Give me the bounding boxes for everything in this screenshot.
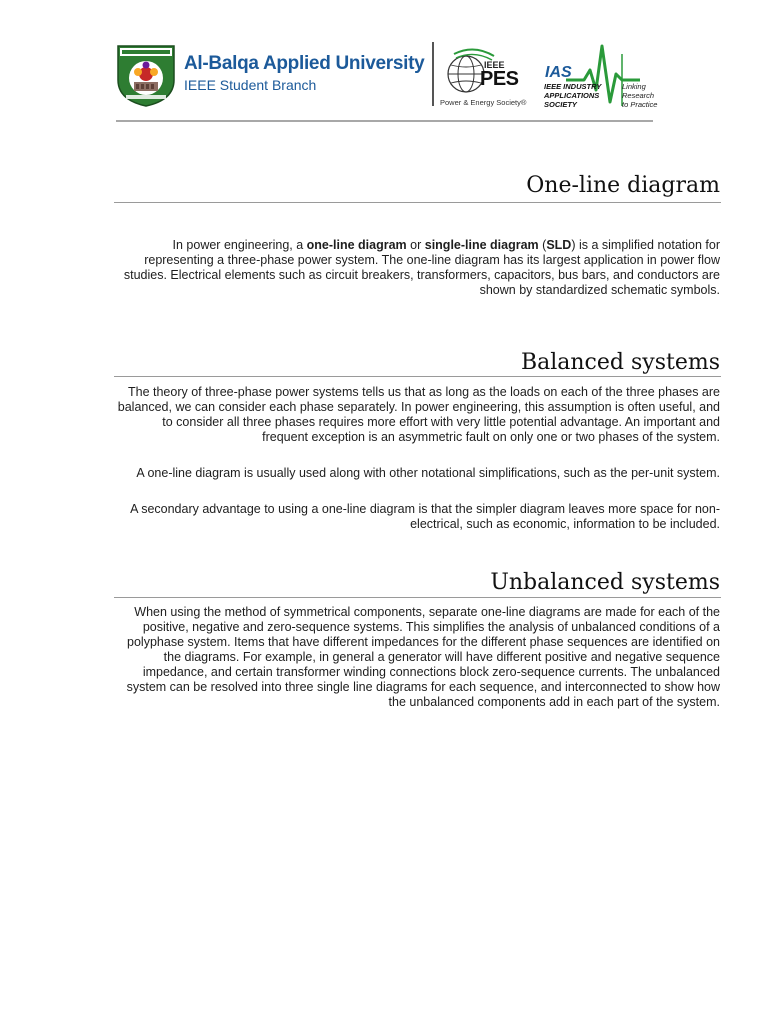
ias-tagline: Linking xyxy=(622,82,646,91)
pes-wordmark: PES xyxy=(480,68,519,90)
section-paragraph: In power engineering, a one-line diagram or single-line diagram (SLD) is a simplified notation for representing a three-phase power system. The one-line diagram has its largest application in power flow studies. Electrical elements such as circuit breakers, transformers, capacitors, bus bars, and conductors are shown by standardized schematic symbols. xyxy=(123,238,720,297)
pes-ieee-label: IEEE xyxy=(484,60,505,70)
document-header xyxy=(114,40,658,120)
link-power-engineering[interactable]: power engineering xyxy=(186,238,290,252)
link-power-flow-studies[interactable]: power flow studies xyxy=(123,253,720,282)
university-seal-logo xyxy=(114,42,178,108)
ias-wordmark: IAS xyxy=(545,64,572,81)
pes-subtitle: Power & Energy Society® xyxy=(440,98,527,107)
section-rule xyxy=(114,376,721,377)
university-name: Al-Balqa Applied University xyxy=(184,53,425,74)
section-title-one-line-diagram: One-line diagram xyxy=(526,173,720,198)
section-title-unbalanced-systems: Unbalanced systems xyxy=(490,570,720,595)
link-three-phase[interactable]: three-phase xyxy=(227,253,295,267)
ias-society-line: IEEE INDUSTRY xyxy=(544,82,602,91)
ias-society-line: SOCIETY xyxy=(544,100,577,109)
link-bus-bars[interactable]: bus bars xyxy=(558,268,607,282)
section-paragraph: The theory of three-phase power systems tells us that as long as the loads on each of the three phases are balanced, we can consider each phase separately. In power engineering, this assumption is often useful, and to consider all three phases requires more effort with very little potential advantage. An important and frequent exception is an asymmetric fault on only one or two phases of the system. xyxy=(117,385,720,444)
section-rule xyxy=(114,202,721,203)
section-paragraph: When using the method of symmetrical components, separate one-line diagrams are made for each of the positive, negative and zero-sequence systems. This simplifies the analysis of unbalanced conditions of a polyphase system. Items that have different impedances for the different phase sequences are identified on the diagrams. For example, in general a generator will have different positive and negative sequence impedance, and certain transformer winding connections block zero-sequence currents. The unbalanced system can be resolved into three single line diagrams for each sequence, and interconnected to show how the unbalanced components add in each part of the system. xyxy=(126,605,720,709)
ias-tagline: Research xyxy=(622,91,655,100)
section-title-balanced-systems: Balanced systems xyxy=(520,350,720,375)
student-branch-label: IEEE Student Branch xyxy=(184,77,317,93)
ias-tagline: to Practice xyxy=(622,100,658,109)
section-paragraph: A secondary advantage to using a one-line diagram is that the simpler diagram leaves more space for non-electrical, such as economic, information to be included. xyxy=(130,502,720,531)
ias-society-line: APPLICATIONS xyxy=(544,91,600,100)
section-rule xyxy=(114,597,721,598)
section-paragraph: A one-line diagram is usually used along with other notational simplifications, such as the per-unit system. xyxy=(136,466,720,480)
header-divider xyxy=(116,120,653,122)
logo-divider xyxy=(432,42,434,106)
